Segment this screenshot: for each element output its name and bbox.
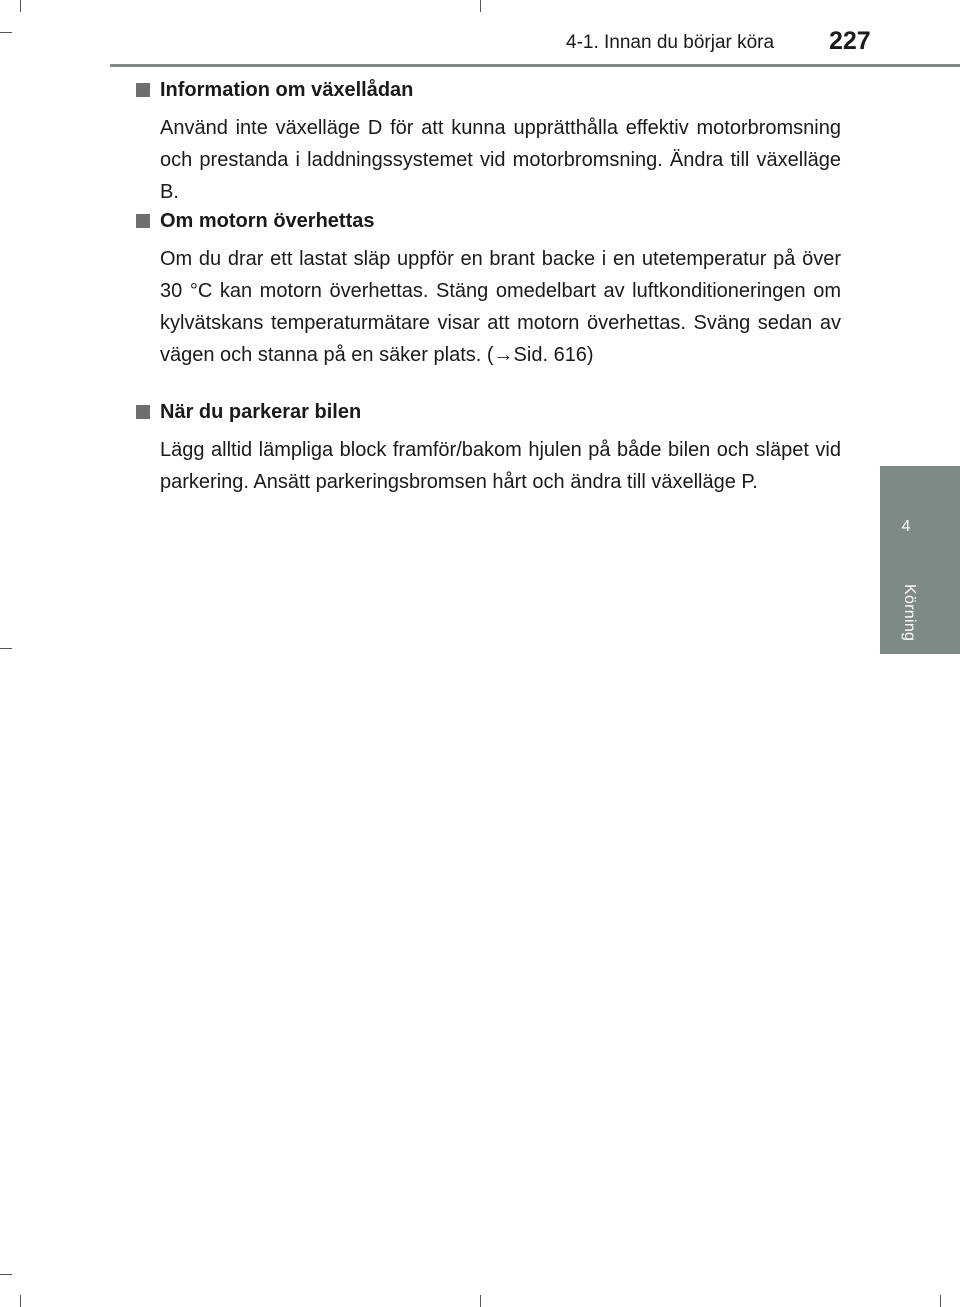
- header-rule: [110, 64, 960, 67]
- heading-text: Information om växellådan: [160, 79, 414, 101]
- section-title: 4-1. Innan du börjar köra: [566, 32, 775, 53]
- crop-mark: [0, 1274, 12, 1275]
- chapter-number: 4: [901, 518, 911, 535]
- crop-mark: [940, 1295, 941, 1307]
- square-bullet-icon: [136, 405, 150, 419]
- section-overheating: [134, 207, 841, 398]
- square-bullet-icon: [136, 214, 150, 228]
- crop-mark: [480, 1295, 481, 1307]
- chapter-label: Körning: [901, 584, 918, 642]
- square-bullet-icon: [136, 83, 150, 97]
- crop-mark: [0, 648, 12, 649]
- chapter-tab: [880, 466, 960, 654]
- page-header: [0, 0, 960, 64]
- crop-mark: [20, 1295, 21, 1307]
- main-content: [134, 76, 841, 518]
- section-parking: [134, 398, 841, 518]
- section-heading: [134, 76, 841, 104]
- section-transmission: [134, 76, 841, 207]
- heading-text: När du parkerar bilen: [160, 401, 362, 423]
- section-heading: [134, 398, 841, 426]
- section-body: Lägg alltid lämpliga block framför/bakom hjulen på både bilen och släpet vid parkering. Ansätt parkeringsbromsen hårt och ändra till växelläge P.: [160, 439, 841, 493]
- heading-text: Om motorn överhettas: [160, 210, 375, 232]
- section-body: Om du drar ett lastat släp uppför en brant backe i en utetemperatur på över 30 °C kan motorn överhettas. Stäng omedelbart av luftkonditioneringen om kylvätskans temperaturmätare visar att motorn överhettas. Sväng sedan av vägen och stanna på en säker plats. (→Sid. 616): [160, 248, 841, 366]
- section-body: Använd inte växelläge D för att kunna upprätthålla effektiv motorbromsning och prestanda i laddningssystemet vid motorbromsning. Ändra till växelläge B.: [160, 117, 841, 203]
- page-number: 227: [829, 27, 871, 55]
- section-heading: [134, 207, 841, 235]
